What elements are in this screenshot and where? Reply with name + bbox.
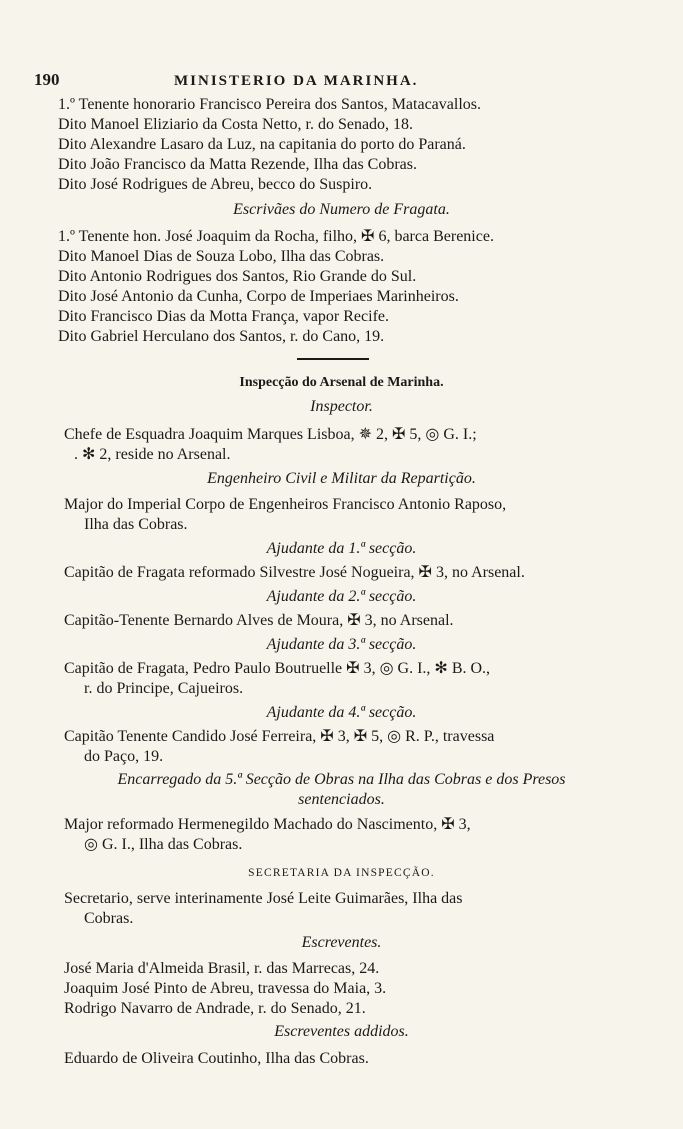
entry-line: Dito José Antonio da Cunha, Corpo de Imperiaes Marinheiros. (58, 288, 459, 305)
entry-line: Cobras. (84, 910, 134, 927)
section-heading: Engenheiro Civil e Militar da Repartição. (207, 470, 476, 487)
entry-line: 1.º Tenente hon. José Joaquim da Rocha, filho, ✠ 6, barca Berenice. (58, 228, 494, 245)
entry-line: do Paço, 19. (84, 748, 164, 765)
entry-line: Rodrigo Navarro de Andrade, r. do Senado, 21. (64, 1000, 366, 1017)
entry-line: Secretario, serve interinamente José Leite Guimarães, Ilha das (64, 890, 463, 907)
entry-line: Dito Francisco Dias da Motta França, vapor Recife. (58, 308, 390, 325)
entry-line: Dito Antonio Rodrigues dos Santos, Rio Grande do Sul. (58, 268, 417, 285)
entry-line: Dito Gabriel Herculano dos Santos, r. do Cano, 19. (58, 328, 385, 345)
entry-line: 1.º Tenente honorario Francisco Pereira dos Santos, Matacavallos. (58, 96, 481, 113)
running-head: MINISTERIO DA MARINHA. (174, 73, 419, 89)
entry-line: Dito José Rodrigues de Abreu, becco do Suspiro. (58, 176, 373, 193)
entry-line: Dito Manoel Eliziario da Costa Netto, r. do Senado, 18. (58, 116, 414, 133)
entry-line: Major reformado Hermenegildo Machado do Nascimento, ✠ 3, (64, 816, 471, 833)
entry-line: . ✻ 2, reside no Arsenal. (74, 446, 231, 463)
entry-line: Capitão Tenente Candido José Ferreira, ✠ 3, ✠ 5, ◎ R. P., travessa (64, 728, 495, 745)
entry-line: Dito Manoel Dias de Souza Lobo, Ilha das Cobras. (58, 248, 385, 265)
section-heading: Escreventes. (301, 934, 382, 951)
entry-line: Major do Imperial Corpo de Engenheiros Francisco Antonio Raposo, (64, 496, 507, 513)
entry-line: Joaquim José Pinto de Abreu, travessa do Maia, 3. (64, 980, 387, 997)
section-heading: sentenciados. (298, 791, 385, 808)
section-title: Inspecção do Arsenal de Marinha. (239, 375, 444, 390)
section-heading: Ajudante da 1.ª secção. (266, 540, 417, 557)
page-header (34, 70, 494, 90)
entry-line: r. do Principe, Cajueiros. (84, 680, 244, 697)
entry-line: ◎ G. I., Ilha das Cobras. (84, 836, 243, 853)
entry-line: Dito João Francisco da Matta Rezende, Ilha das Cobras. (58, 156, 418, 173)
entry-line: Capitão de Fragata reformado Silvestre José Nogueira, ✠ 3, no Arsenal. (64, 564, 525, 581)
page-number: 190 (34, 70, 60, 89)
entry-line: Chefe de Esquadra Joaquim Marques Lisboa, ✵ 2, ✠ 5, ◎ G. I.; (64, 426, 477, 443)
entry-line: Capitão-Tenente Bernardo Alves de Moura, ✠ 3, no Arsenal. (64, 612, 454, 629)
section-rule (297, 358, 369, 360)
entry-line: José Maria d'Almeida Brasil, r. das Marrecas, 24. (64, 960, 380, 977)
section-heading: Encarregado da 5.ª Secção de Obras na Ilha das Cobras e dos Presos (117, 771, 566, 788)
entry-line: Dito Alexandre Lasaro da Luz, na capitania do porto do Paraná. (58, 136, 466, 153)
section-heading: Escreventes addidos. (274, 1023, 409, 1040)
section-heading: Inspector. (310, 398, 373, 415)
entry-line: Eduardo de Oliveira Coutinho, Ilha das Cobras. (64, 1050, 369, 1067)
section-heading: Ajudante da 3.ª secção. (266, 636, 417, 653)
entry-line: Capitão de Fragata, Pedro Paulo Boutruelle ✠ 3, ◎ G. I., ✻ B. O., (64, 660, 491, 677)
entry-line: Ilha das Cobras. (84, 516, 188, 533)
section-heading: Ajudante da 4.ª secção. (266, 704, 417, 721)
section-heading: Ajudante da 2.ª secção. (266, 588, 417, 605)
section-heading: Escrivães do Numero de Fragata. (233, 201, 450, 218)
section-title: SECRETARIA DA INSPECÇÃO. (248, 867, 435, 879)
